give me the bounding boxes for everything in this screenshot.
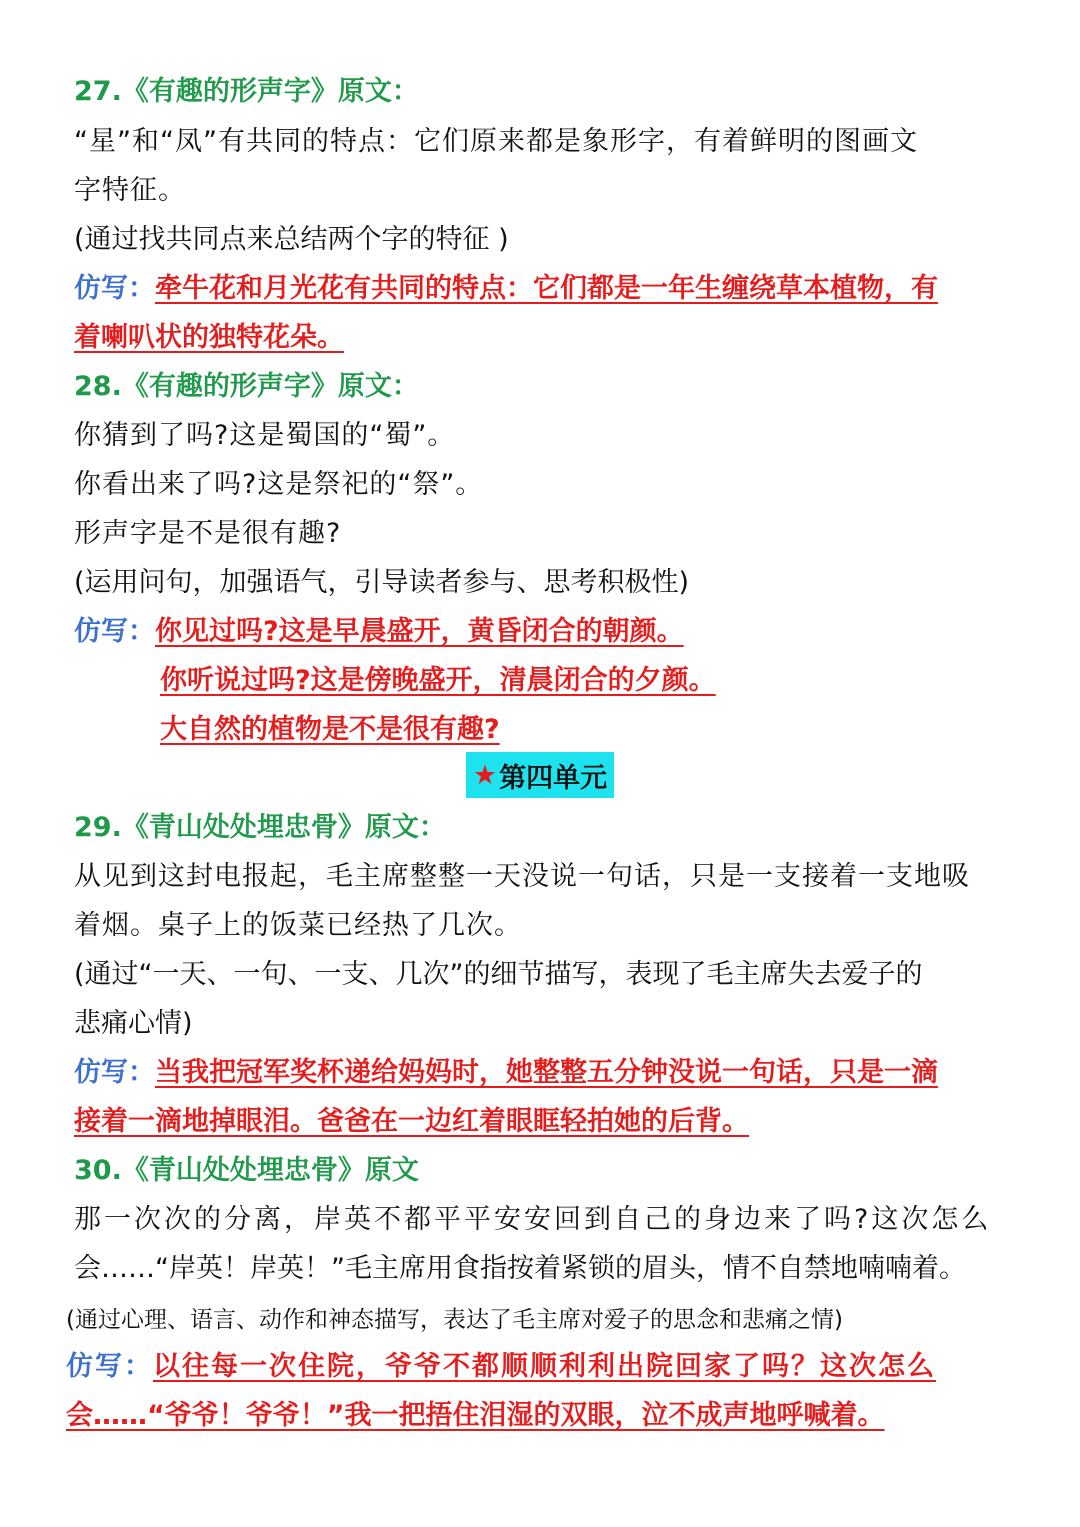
- imitation-label: 仿写：: [74, 616, 155, 647]
- star-icon: ★: [472, 759, 498, 791]
- original-text-28-line1: 你猜到了吗?这是蜀国的“蜀”。: [74, 420, 456, 451]
- unit-heading-text: 第四单元: [499, 762, 608, 794]
- imitation-text: 你听说过吗?这是傍晚盛开，清晨闭合的夕颜。: [160, 665, 716, 696]
- imitation-text: 牵牛花和月光花有共同的特点：它们都是一年生缠绕草本植物，有: [155, 273, 938, 304]
- imitation-27-line2: [74, 318, 344, 358]
- imitation-label: 仿写：: [74, 273, 155, 304]
- note-28: (运用问句，加强语气，引导读者参与、思考积极性): [74, 567, 690, 598]
- original-text-30-line1: 那一次次的分离，岸英不都平平安安回到自己的身边来了吗?这次怎么: [74, 1204, 992, 1235]
- note-29-line2: 悲痛心情): [74, 1008, 193, 1039]
- note-30: (通过心理、语言、动作和神态描写，表达了毛主席对爱子的思念和悲痛之情): [66, 1307, 843, 1333]
- imitation-text: 大自然的植物是不是很有趣?: [160, 714, 500, 745]
- section-title-28: 28.《有趣的形声字》原文：: [74, 371, 419, 402]
- imitation-30-line2: [66, 1396, 885, 1436]
- imitation-28-line1: [74, 612, 684, 652]
- imitation-29-line1: [74, 1053, 938, 1093]
- imitation-29-line2: [74, 1102, 749, 1142]
- imitation-text: 当我把冠军奖杯递给妈妈时，她整整五分钟没说一句话，只是一滴: [155, 1057, 938, 1088]
- imitation-text: 以往每一次住院，爷爷不都顺顺利利出院回家了吗？这次怎么: [153, 1351, 936, 1382]
- imitation-text: 着喇叭状的独特花朵。: [74, 322, 344, 353]
- imitation-label: 仿写：: [66, 1351, 153, 1382]
- original-text-28-line2: 你看出来了吗?这是祭祀的“祭”。: [74, 469, 484, 500]
- note-29-line1: (通过“一天、一句、一支、几次”的细节描写，表现了毛主席失去爱子的: [74, 959, 923, 990]
- section-title-29: 29.《青山处处埋忠骨》原文：: [74, 812, 446, 843]
- imitation-label: 仿写：: [74, 1057, 155, 1088]
- section-title-27: 27.《有趣的形声字》原文：: [74, 76, 419, 107]
- original-text-29-line2: 着烟。桌子上的饭菜已经热了几次。: [74, 910, 522, 941]
- imitation-text: 你见过吗?这是早晨盛开，黄昏闭合的朝颜。: [155, 616, 684, 647]
- note-27: (通过找共同点来总结两个字的特征 ): [74, 224, 509, 255]
- imitation-text: 接着一滴地掉眼泪。爸爸在一边红着眼眶轻拍她的后背。: [74, 1106, 749, 1137]
- original-text-29-line1: 从见到这封电报起，毛主席整整一天没说一句话，只是一支接着一支地吸: [74, 861, 970, 892]
- original-text-30-line2: 会……“岸英！岸英！”毛主席用食指按着紧锁的眉头，情不自禁地喃喃着。: [74, 1253, 966, 1284]
- imitation-28-line3: [160, 710, 500, 750]
- imitation-30-line1: [66, 1347, 936, 1387]
- section-title-30: 30.《青山处处埋忠骨》原文: [74, 1155, 419, 1186]
- original-text-27-line1: “星”和“凤”有共同的特点：它们原来都是象形字，有着鲜明的图画文: [74, 126, 918, 157]
- unit-heading: [466, 752, 614, 798]
- original-text-27-line2: 字特征。: [74, 175, 186, 206]
- imitation-27-line1: [74, 269, 938, 309]
- imitation-28-line2: [160, 661, 716, 701]
- imitation-text: 会……“爷爷！爷爷！”我一把捂住泪湿的双眼，泣不成声地呼喊着。: [66, 1400, 885, 1431]
- original-text-28-line3: 形声字是不是很有趣?: [74, 518, 342, 549]
